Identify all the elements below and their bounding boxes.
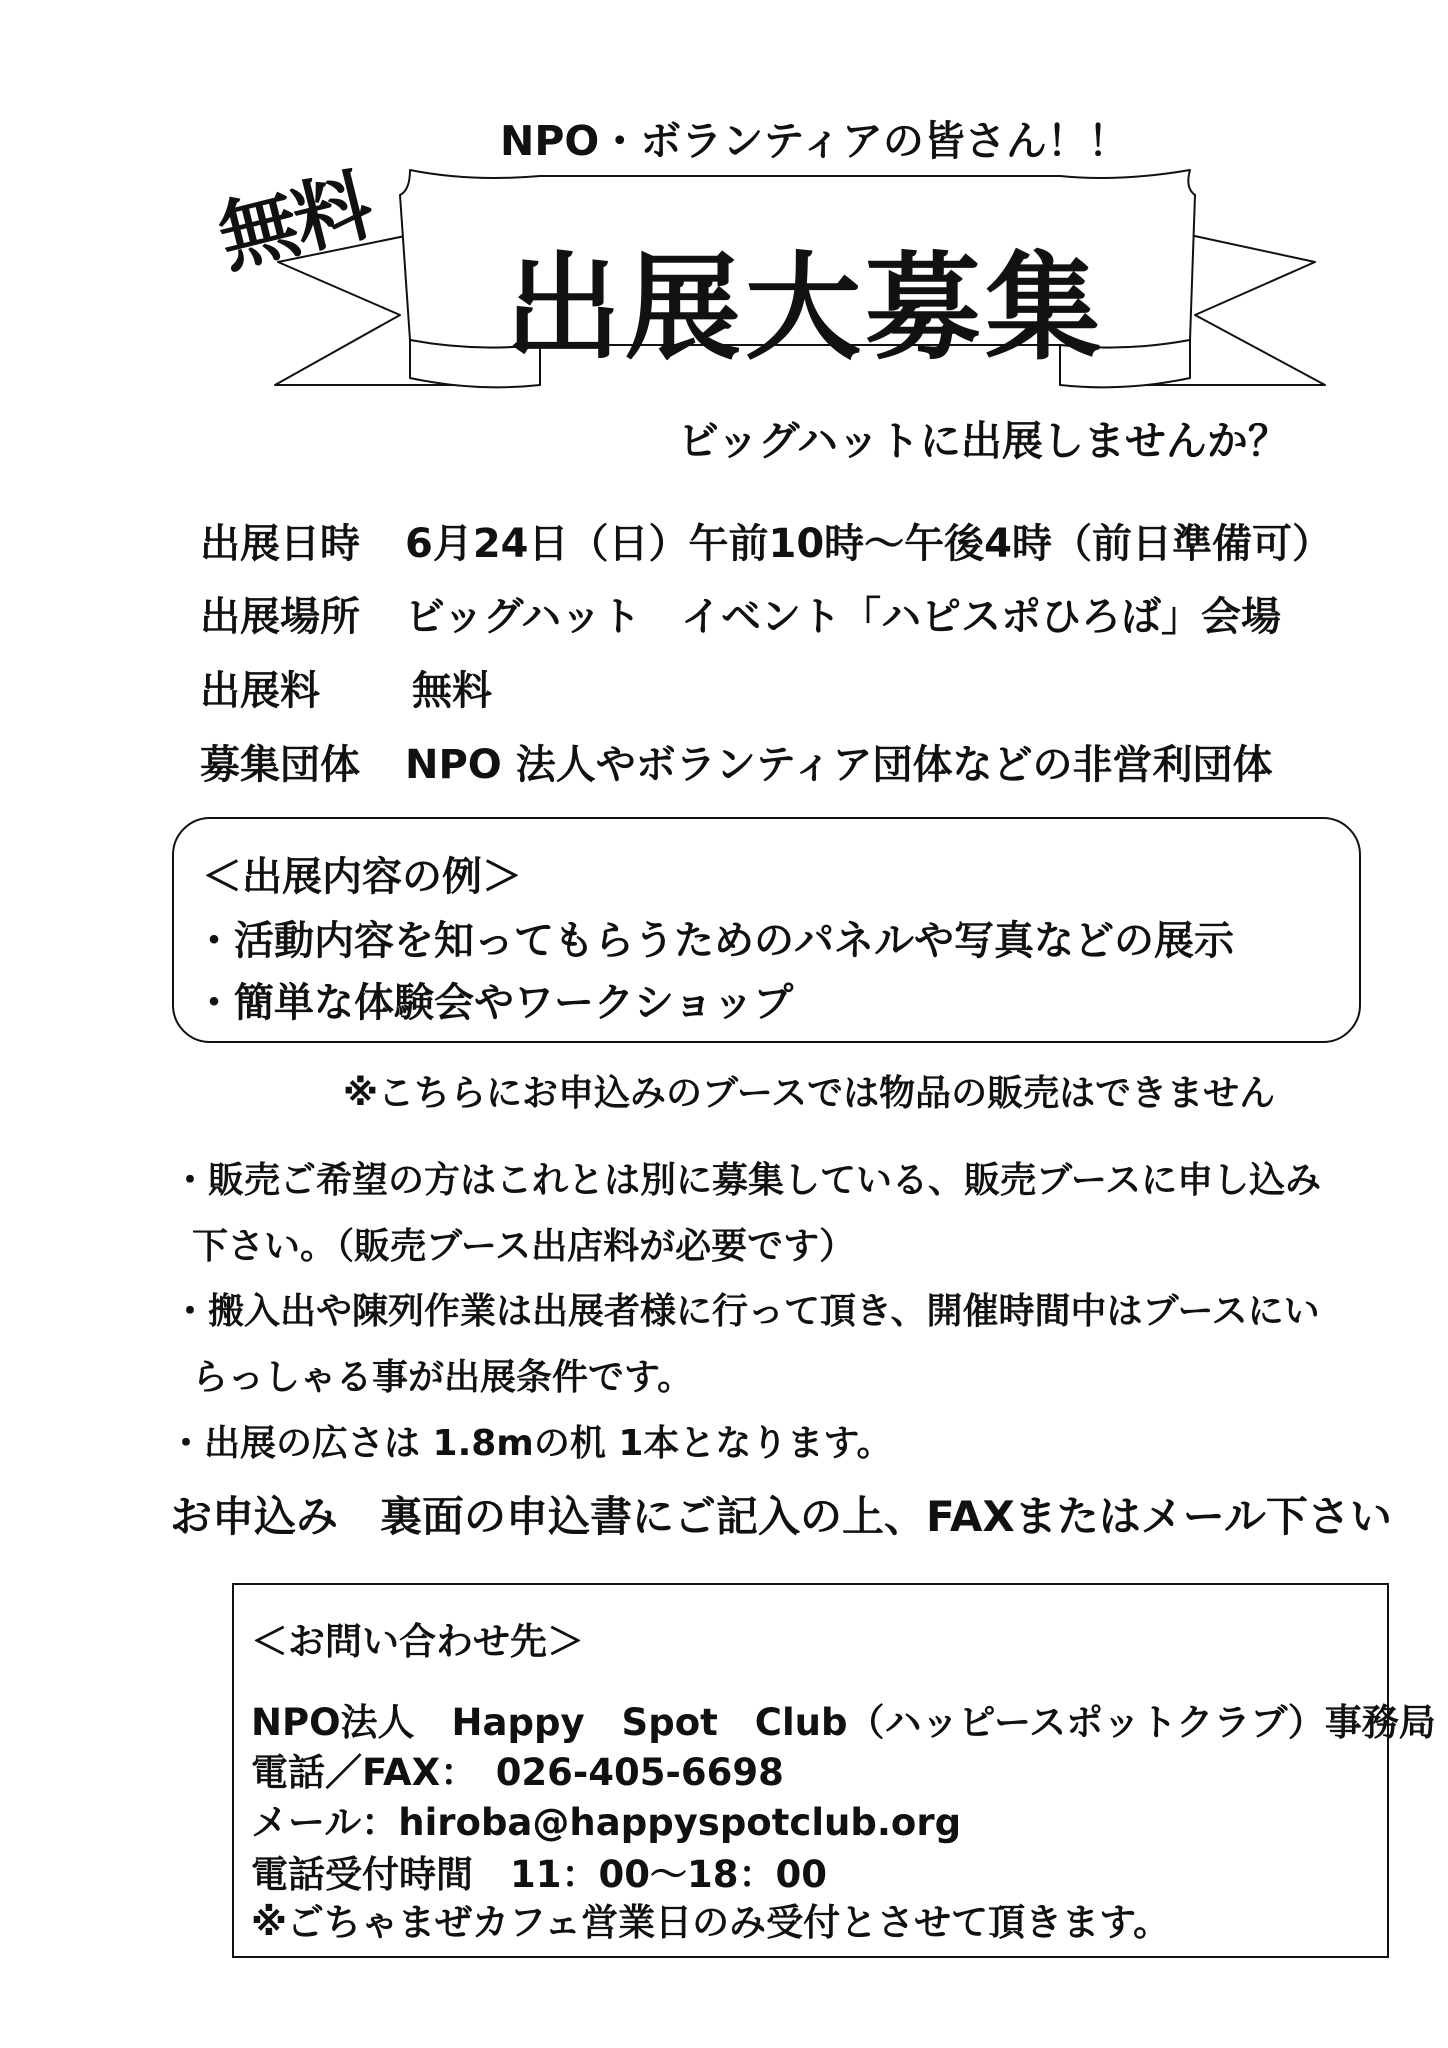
examples-title: ＜出展内容の例＞ (202, 854, 522, 900)
subheading: ビッグハットに出展しませんか？ (678, 417, 1289, 465)
audience-heading: NPO・ボランティアの皆さん！！ (500, 117, 1129, 165)
example-item: ・簡単な体験会やワークショップ (194, 980, 794, 1026)
contact-email: メール：hiroba@happyspotclub.org (251, 1801, 962, 1844)
detail-row-eligible (0, 733, 1448, 788)
bullet-item: ・搬入出や陳列作業は出展者様に行って頂き、開催時間中はブースにい (172, 1291, 1320, 1332)
detail-value: ビッグハット イベント「ハピスポひろば」会場 (405, 594, 1281, 640)
detail-label: 出展日時 (200, 521, 360, 567)
detail-label: 出展場所 (200, 594, 360, 640)
examples-box (172, 817, 1361, 1043)
detail-row-date (0, 512, 1448, 567)
detail-label: 募集団体 (200, 742, 360, 788)
contact-phone: 電話／FAX： 026-405-6698 (251, 1751, 784, 1794)
detail-label: 出展料 (200, 668, 320, 714)
detail-value: 無料 (412, 668, 492, 714)
sales-notice: ※こちらにお申込みのブースでは物品の販売はできません (343, 1073, 1276, 1114)
contact-remark: ※ごちゃまぜカフェ営業日のみ受付とさせて頂きます。 (251, 1901, 1171, 1944)
example-item: ・活動内容を知ってもらうためのパネルや写真などの展示 (194, 918, 1234, 964)
detail-row-venue (0, 585, 1448, 640)
bullet-item: ・販売ご希望の方はこれとは別に募集している、販売ブースに申し込み (172, 1160, 1322, 1201)
contact-org: NPO法人 Happy Spot Club（ハッピースポットクラブ）事務局 (251, 1701, 1436, 1744)
bullet-item: らっしゃる事が出展条件です。 (192, 1357, 694, 1398)
detail-value: 6月24日（日）午前10時～午後4時（前日準備可） (405, 521, 1332, 567)
bullet-item: ・出展の広さは 1.8mの机 1本となります。 (168, 1423, 893, 1464)
contact-box (232, 1583, 1436, 1958)
application-instructions: お申込み 裏面の申込書にご記入の上、FAXまたはメール下さい (170, 1492, 1392, 1541)
contact-hours: 電話受付時間 11：00～18：00 (251, 1853, 827, 1896)
bullet-item: 下さい。（販売ブース出店料が必要です） (192, 1226, 856, 1267)
page-title: 出展大募集 (505, 241, 1105, 376)
detail-value: NPO 法人やボランティア団体などの非営利団体 (405, 742, 1273, 788)
contact-title: ＜お問い合わせ先＞ (251, 1620, 584, 1663)
free-stamp: 無料 (210, 160, 380, 285)
detail-row-fee (0, 659, 1448, 714)
